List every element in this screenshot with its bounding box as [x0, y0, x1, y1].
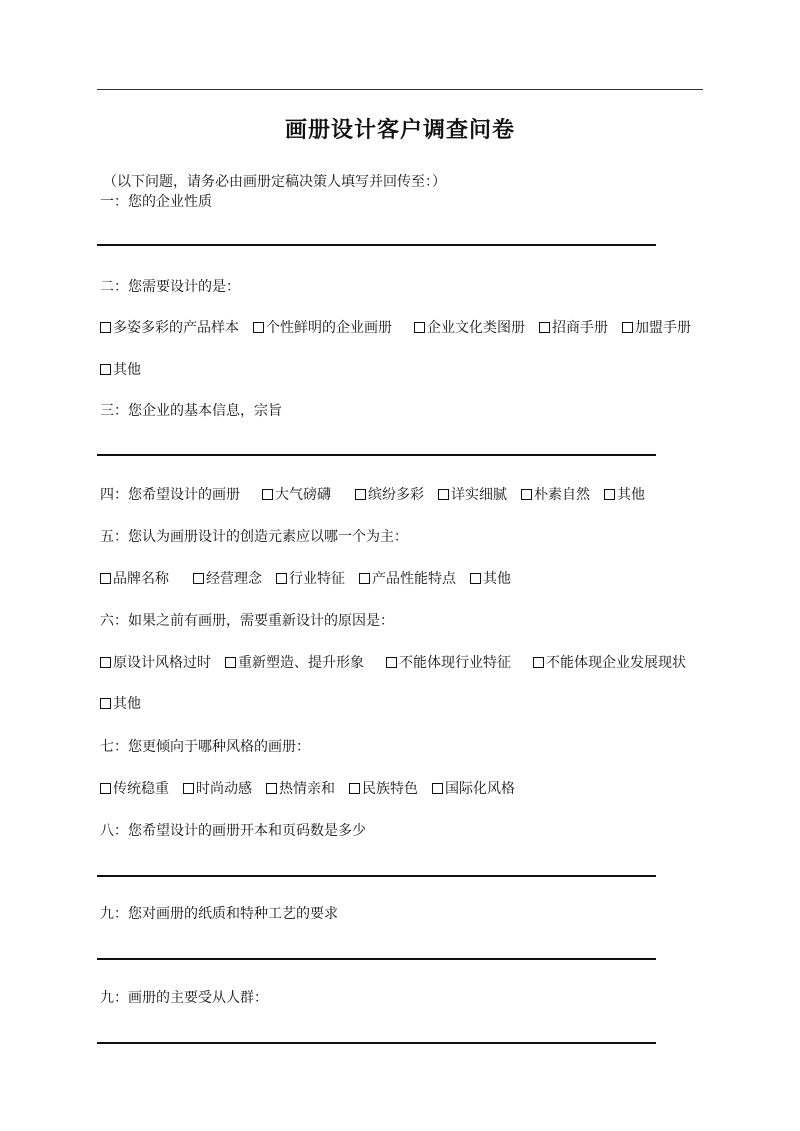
checkbox-option[interactable]: 不能体现企业发展现状 [533, 652, 686, 672]
intro-note: （以下问题，请务必由画册定稿决策人填写并回传至：） [103, 174, 446, 190]
checkbox-icon[interactable] [533, 657, 544, 668]
checkbox-option[interactable]: 其他 [470, 568, 511, 588]
question-4-options [262, 484, 645, 504]
checkbox-icon[interactable] [100, 364, 111, 375]
checkbox-icon[interactable] [100, 322, 111, 333]
checkbox-icon[interactable] [183, 783, 194, 794]
question-9: 九：您对画册的纸质和特种工艺的要求 [100, 906, 338, 922]
checkbox-icon[interactable] [349, 783, 360, 794]
checkbox-icon[interactable] [100, 698, 111, 709]
checkbox-icon[interactable] [414, 322, 425, 333]
checkbox-option[interactable]: 个性鲜明的企业画册 [253, 317, 392, 337]
checkbox-icon[interactable] [253, 322, 264, 333]
question-7: 七：您更倾向于哪种风格的画册： [100, 739, 310, 755]
checkbox-option[interactable]: 品牌名称 [100, 568, 169, 588]
checkbox-icon[interactable] [622, 322, 633, 333]
question-5: 五：您认为画册设计的创造元素应以哪一个为主： [100, 529, 408, 545]
checkbox-icon[interactable] [262, 489, 273, 500]
checkbox-option[interactable]: 企业文化类图册 [414, 317, 525, 337]
answer-line-1[interactable] [97, 244, 656, 246]
checkbox-option[interactable]: 多姿多彩的产品样本 [100, 317, 239, 337]
checkbox-option[interactable]: 时尚动感 [183, 778, 252, 798]
checkbox-icon[interactable] [276, 573, 287, 584]
checkbox-option[interactable]: 其他 [100, 359, 141, 379]
checkbox-icon[interactable] [193, 573, 204, 584]
checkbox-option[interactable]: 朴素自然 [521, 484, 590, 504]
answer-line-10[interactable] [97, 1042, 656, 1044]
checkbox-option[interactable]: 其他 [604, 484, 645, 504]
checkbox-icon[interactable] [100, 783, 111, 794]
question-5-options [100, 568, 511, 588]
checkbox-option[interactable]: 热情亲和 [266, 778, 335, 798]
answer-line-9[interactable] [97, 958, 656, 960]
question-3: 三：您企业的基本信息，宗旨 [100, 403, 282, 419]
checkbox-icon[interactable] [438, 489, 449, 500]
checkbox-icon[interactable] [100, 573, 111, 584]
page-title: 画册设计客户调查问卷 [284, 118, 515, 143]
checkbox-icon[interactable] [432, 783, 443, 794]
question-2-options-row1 [100, 317, 691, 337]
question-8: 八：您希望设计的画册开本和页码数是多少 [100, 823, 366, 839]
checkbox-option[interactable]: 其他 [100, 693, 141, 713]
question-7-options [100, 778, 515, 798]
checkbox-option[interactable]: 行业特征 [276, 568, 345, 588]
question-2: 二：您需要设计的是： [100, 279, 240, 295]
header-rule [97, 89, 703, 90]
question-4: 四：您希望设计的画册 [100, 487, 240, 503]
checkbox-icon[interactable] [266, 783, 277, 794]
answer-line-8[interactable] [97, 875, 656, 877]
checkbox-icon[interactable] [604, 489, 615, 500]
checkbox-option[interactable]: 传统稳重 [100, 778, 169, 798]
checkbox-icon[interactable] [359, 573, 370, 584]
checkbox-option[interactable]: 缤纷多彩 [355, 484, 424, 504]
question-1: 一：您的企业性质 [100, 194, 212, 210]
checkbox-option[interactable]: 民族特色 [349, 778, 418, 798]
checkbox-option[interactable]: 重新塑造、提升形象 [225, 652, 364, 672]
checkbox-option[interactable]: 原设计风格过时 [100, 652, 211, 672]
checkbox-option[interactable]: 招商手册 [539, 317, 608, 337]
checkbox-option[interactable]: 详实细腻 [438, 484, 507, 504]
checkbox-icon[interactable] [539, 322, 550, 333]
checkbox-icon[interactable] [225, 657, 236, 668]
checkbox-icon[interactable] [355, 489, 366, 500]
checkbox-option[interactable]: 大气磅礴 [262, 484, 331, 504]
question-10: 九：画册的主要受从人群： [100, 990, 268, 1006]
checkbox-option[interactable]: 不能体现行业特征 [386, 652, 511, 672]
checkbox-icon[interactable] [521, 489, 532, 500]
question-6-options-row2 [100, 693, 155, 713]
checkbox-option[interactable]: 加盟手册 [622, 317, 691, 337]
question-6-options-row1 [100, 652, 686, 672]
checkbox-option[interactable]: 经营理念 [193, 568, 262, 588]
checkbox-icon[interactable] [100, 657, 111, 668]
answer-line-3[interactable] [97, 454, 656, 456]
checkbox-icon[interactable] [386, 657, 397, 668]
checkbox-icon[interactable] [470, 573, 481, 584]
checkbox-option[interactable]: 国际化风格 [432, 778, 515, 798]
checkbox-option[interactable]: 产品性能特点 [359, 568, 456, 588]
question-6: 六：如果之前有画册，需要重新设计的原因是： [100, 613, 394, 629]
question-2-options-row2 [100, 359, 155, 379]
